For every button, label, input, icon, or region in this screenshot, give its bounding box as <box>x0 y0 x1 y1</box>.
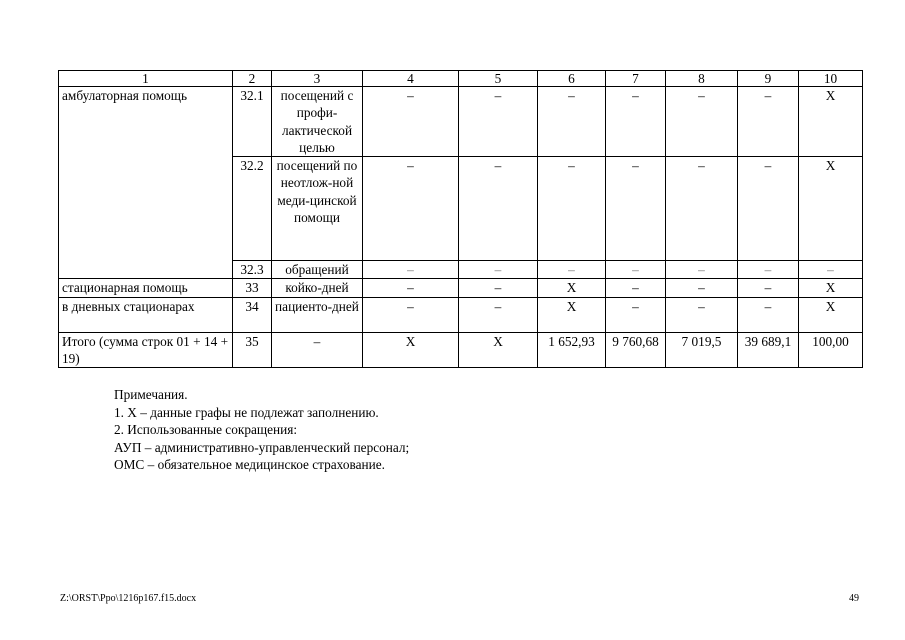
header-cell: 6 <box>538 71 606 87</box>
table-cell: 9 760,68 <box>606 332 666 368</box>
notes-line: 1. Х – данные графы не подлежат заполнению. <box>114 404 379 420</box>
table-cell: – <box>363 279 459 297</box>
footer-file-path: Z:\ORST\Ppo\1216p167.f15.docx <box>60 593 197 604</box>
table-cell: – <box>363 261 459 279</box>
table-cell: – <box>538 157 606 261</box>
footer-page-number: 49 <box>849 593 859 604</box>
table-cell: – <box>738 297 799 332</box>
table-cell: – <box>606 157 666 261</box>
table-cell: – <box>459 261 538 279</box>
table-row <box>59 87 863 157</box>
table-cell: – <box>272 332 363 368</box>
table-cell: – <box>738 261 799 279</box>
table-cell: – <box>606 87 666 157</box>
table-cell: – <box>459 297 538 332</box>
table-cell: Х <box>799 157 863 261</box>
notes-title: Примечания. <box>114 387 188 402</box>
table-cell: – <box>538 261 606 279</box>
table-cell: – <box>738 87 799 157</box>
table-cell: 32.1 <box>233 87 272 157</box>
table-cell: – <box>363 157 459 261</box>
header-cell: 4 <box>363 71 459 87</box>
header-cell: 3 <box>272 71 363 87</box>
row-label: стационарная помощь <box>59 279 233 297</box>
table-cell: 32.3 <box>233 261 272 279</box>
row-label: Итого (сумма строк 01 + 14 + 19) <box>59 332 233 368</box>
table-cell: – <box>606 297 666 332</box>
table-row-total <box>59 332 863 368</box>
table-cell: Х <box>799 279 863 297</box>
table-cell: – <box>459 279 538 297</box>
table-cell: – <box>799 261 863 279</box>
table-cell: 39 689,1 <box>738 332 799 368</box>
header-cell: 7 <box>606 71 666 87</box>
table-cell: 32.2 <box>233 157 272 261</box>
table-cell: – <box>738 157 799 261</box>
table-cell: – <box>666 157 738 261</box>
header-cell: 10 <box>799 71 863 87</box>
table-cell: Х <box>459 332 538 368</box>
table-row <box>59 279 863 297</box>
notes-line: АУП – административно-управленческий персонал; <box>114 439 410 455</box>
table-cell: – <box>459 157 538 261</box>
table-cell: – <box>666 87 738 157</box>
row-label: амбулаторная помощь <box>59 87 233 279</box>
header-cell: 2 <box>233 71 272 87</box>
table-cell: 7 019,5 <box>666 332 738 368</box>
data-table <box>58 70 863 368</box>
notes-section <box>114 386 409 474</box>
table-cell: Х <box>799 87 863 157</box>
table-cell: – <box>363 297 459 332</box>
table-cell: посещений по неотлож-ной меди-цинской помощи <box>272 157 363 261</box>
header-cell: 8 <box>666 71 738 87</box>
table-cell: Х <box>363 332 459 368</box>
row-label: в дневных стационарах <box>59 297 233 332</box>
table-cell: – <box>738 279 799 297</box>
table-cell: – <box>666 279 738 297</box>
table-row <box>59 297 863 332</box>
table-cell: – <box>459 87 538 157</box>
table-cell: – <box>666 297 738 332</box>
table-cell: – <box>363 87 459 157</box>
table-cell: 1 652,93 <box>538 332 606 368</box>
table-cell: Х <box>538 279 606 297</box>
table-cell: 34 <box>233 297 272 332</box>
table-cell: – <box>538 87 606 157</box>
table-cell: – <box>606 261 666 279</box>
table-cell: 35 <box>233 332 272 368</box>
notes-line: 2. Использованные сокращения: <box>114 422 298 438</box>
table-header-row <box>59 71 863 87</box>
table-cell: – <box>606 279 666 297</box>
table-cell: – <box>666 261 738 279</box>
table-cell: Х <box>799 297 863 332</box>
table-cell: 33 <box>233 279 272 297</box>
header-cell: 1 <box>59 71 233 87</box>
notes-line: ОМС – обязательное медицинское страхование. <box>114 457 385 473</box>
table-cell: 100,00 <box>799 332 863 368</box>
table-cell: Х <box>538 297 606 332</box>
table-cell: койко-дней <box>272 279 363 297</box>
table-cell: обращений <box>272 261 363 279</box>
table-cell: посещений с профи-лактической целью <box>272 87 363 157</box>
table-cell: пациенто-дней <box>272 297 363 332</box>
header-cell: 5 <box>459 71 538 87</box>
header-cell: 9 <box>738 71 799 87</box>
